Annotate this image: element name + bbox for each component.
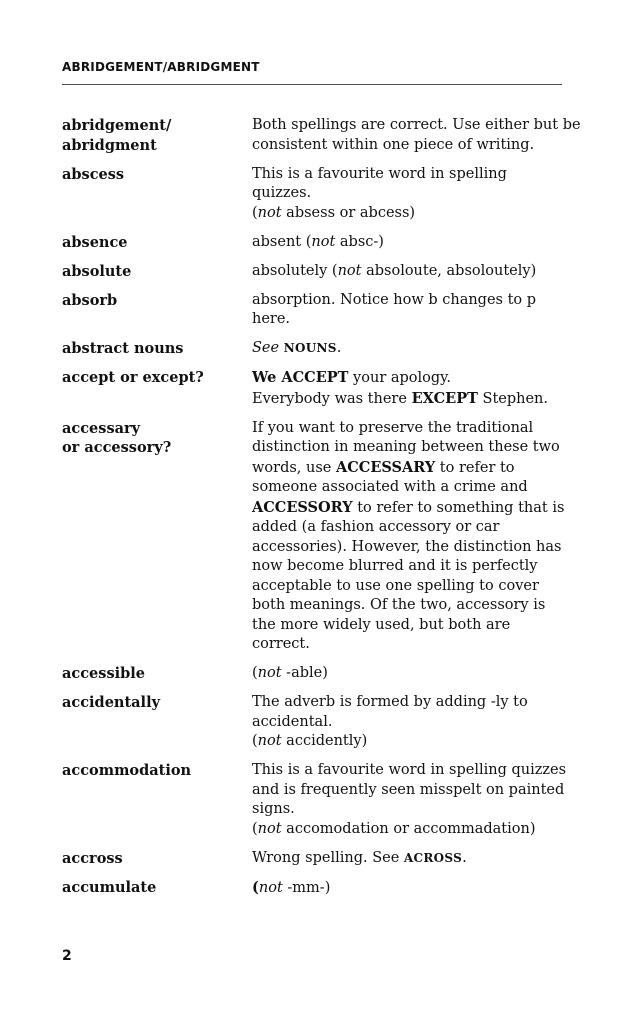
entry-term: accessible (62, 665, 145, 682)
text-run: accidently) (281, 733, 368, 749)
text-run: ( (252, 820, 258, 837)
definition-line (252, 368, 562, 389)
entry-term: accept or except? (62, 369, 204, 386)
entry-definition (252, 664, 562, 684)
entry-term: absorb (62, 291, 118, 309)
text-run: absolutely ( (252, 262, 338, 279)
definition-line (252, 498, 565, 519)
entry-definition (252, 233, 562, 253)
entry-row (62, 233, 562, 253)
definition-line (252, 116, 581, 136)
text-run: your apology. (348, 370, 452, 386)
entry-row (62, 116, 581, 155)
definition-line (252, 635, 562, 655)
text-run: EXCEPT (411, 389, 478, 407)
entry-term: absolute (62, 262, 132, 280)
entry-row (62, 262, 562, 282)
text-run: . (462, 849, 467, 866)
text-run: consistent within one piece of writing. (252, 136, 535, 153)
entry-definition (252, 339, 562, 359)
text-run: someone associated with a crime and (252, 479, 528, 495)
definition-line (252, 693, 562, 713)
entry-list (62, 116, 581, 908)
text-run: The adverb is formed by adding -ly to (252, 694, 528, 710)
entry-definition (252, 165, 562, 224)
text-run: now become blurred and it is perfectly (252, 558, 538, 574)
cross-reference: NOUNS (283, 341, 337, 355)
definition-line (252, 664, 562, 684)
entry-definition (252, 878, 562, 899)
entry-row (62, 878, 562, 899)
text-run: . (336, 340, 342, 356)
text-run: ( (252, 878, 259, 896)
text-run: ACCESSORY (252, 498, 353, 516)
text-run: to refer to something that is (352, 499, 565, 516)
text-run: not (257, 665, 282, 681)
text-run: ( (252, 204, 258, 221)
definition-line (252, 262, 562, 282)
text-run: ( (252, 733, 258, 749)
text-run: Stephen. (477, 390, 549, 407)
definition-line (252, 616, 562, 636)
text-run: This is a favourite word in spelling (252, 165, 507, 182)
entry-term: abstract nouns (62, 340, 184, 357)
definition-line (252, 478, 562, 498)
text-run: quizzes. (252, 185, 312, 201)
definition-line (252, 233, 562, 253)
definition-line (252, 438, 562, 458)
definition-line (252, 339, 562, 359)
text-run: signs. (252, 801, 295, 817)
definition-line (252, 732, 562, 752)
text-run: not (257, 204, 282, 221)
entry-definition (252, 291, 562, 330)
text-run: -mm-) (282, 879, 331, 896)
text-run: accessories). However, the distinction has (252, 538, 562, 555)
text-run: See (252, 340, 280, 356)
text-run: absess or abcess) (281, 204, 416, 221)
text-run: to refer to (435, 459, 515, 476)
text-run: Everybody was there (252, 390, 412, 407)
text-run: ACCESSARY (335, 458, 436, 476)
text-run: absoloute, absoloutely) (361, 262, 537, 279)
definition-line (252, 389, 562, 410)
definition-line (252, 291, 562, 311)
definition-line (252, 800, 562, 820)
definition-line (252, 596, 562, 616)
text-run: added (a fashion accessory or car (252, 519, 500, 535)
cross-reference: ACROSS (403, 850, 463, 865)
text-run: both meanings. Of the two, accessory is (252, 597, 546, 613)
entry-row (62, 849, 562, 869)
text-run: not (337, 262, 362, 279)
entry-definition (252, 116, 581, 155)
text-run: ( (252, 665, 258, 681)
running-head: ABRIDGEMENT/ABRIDGMENT (62, 60, 260, 74)
entry-row (62, 693, 562, 752)
text-run: and is frequently seen misspelt on painted (252, 781, 565, 798)
text-run: not (311, 233, 336, 250)
text-run: We ACCEPT (252, 369, 349, 386)
entry-term: absence (62, 233, 128, 251)
definition-line (252, 184, 562, 204)
definition-line (252, 310, 562, 330)
entry-row (62, 368, 562, 409)
entry-row (62, 339, 562, 359)
text-run: Both spellings are correct. Use either but be (252, 117, 581, 133)
text-run: the more widely used, but both are (252, 616, 511, 633)
definition-line (252, 136, 562, 156)
entry-definition (252, 419, 565, 655)
entry-row (62, 291, 562, 330)
text-run: not (257, 733, 282, 749)
entry-row (62, 165, 562, 224)
text-run: absc-) (335, 233, 384, 250)
text-run: words, use (252, 459, 336, 476)
text-run: not (257, 820, 282, 837)
text-run: correct. (252, 636, 310, 652)
page-number: 2 (62, 948, 72, 964)
definition-line (252, 849, 562, 869)
text-run: This is a favourite word in spelling quizzes (252, 762, 567, 778)
definition-line (252, 458, 562, 479)
definition-line (252, 820, 562, 840)
text-run: accidental. (252, 713, 333, 730)
text-run: -able) (281, 665, 328, 681)
definition-line (252, 538, 562, 558)
definition-line (252, 781, 565, 801)
entry-term: accidentally (62, 694, 161, 711)
text-run: acceptable to use one spelling to cover (252, 577, 539, 594)
entry-definition (252, 262, 562, 282)
definition-line (252, 165, 562, 185)
entry-term: abscess (62, 165, 125, 183)
text-run: here. (252, 311, 291, 327)
entry-row (62, 419, 565, 655)
entry-term: accommodation (62, 762, 192, 779)
definition-line (252, 557, 562, 577)
entry-row (62, 761, 567, 839)
text-run: Wrong spelling. See (252, 849, 404, 866)
entry-term: accross (62, 849, 123, 867)
entry-definition (252, 761, 567, 839)
definition-line (252, 878, 562, 899)
entry-definition (252, 849, 562, 869)
entry-term: accumulate (62, 878, 157, 896)
text-run: absent ( (252, 233, 312, 250)
entry-term: accessary or accessory? (62, 419, 172, 456)
entry-row (62, 664, 562, 684)
entry-definition (252, 693, 562, 752)
definition-line (252, 713, 562, 733)
text-run: accomodation or accommadation) (281, 820, 536, 837)
entry-term: abridgement/ abridgment (62, 117, 172, 154)
text-run: absorption. Notice how b changes to p (252, 291, 537, 308)
text-run: not (258, 879, 283, 896)
definition-line (252, 518, 562, 538)
definition-line (252, 761, 567, 781)
definition-line (252, 204, 562, 224)
definition-line (252, 577, 562, 597)
text-run: If you want to preserve the traditional (252, 419, 534, 436)
entry-definition (252, 368, 562, 409)
text-run: distinction in meaning between these two (252, 439, 560, 455)
definition-line (252, 419, 562, 439)
header-rule (62, 84, 562, 85)
